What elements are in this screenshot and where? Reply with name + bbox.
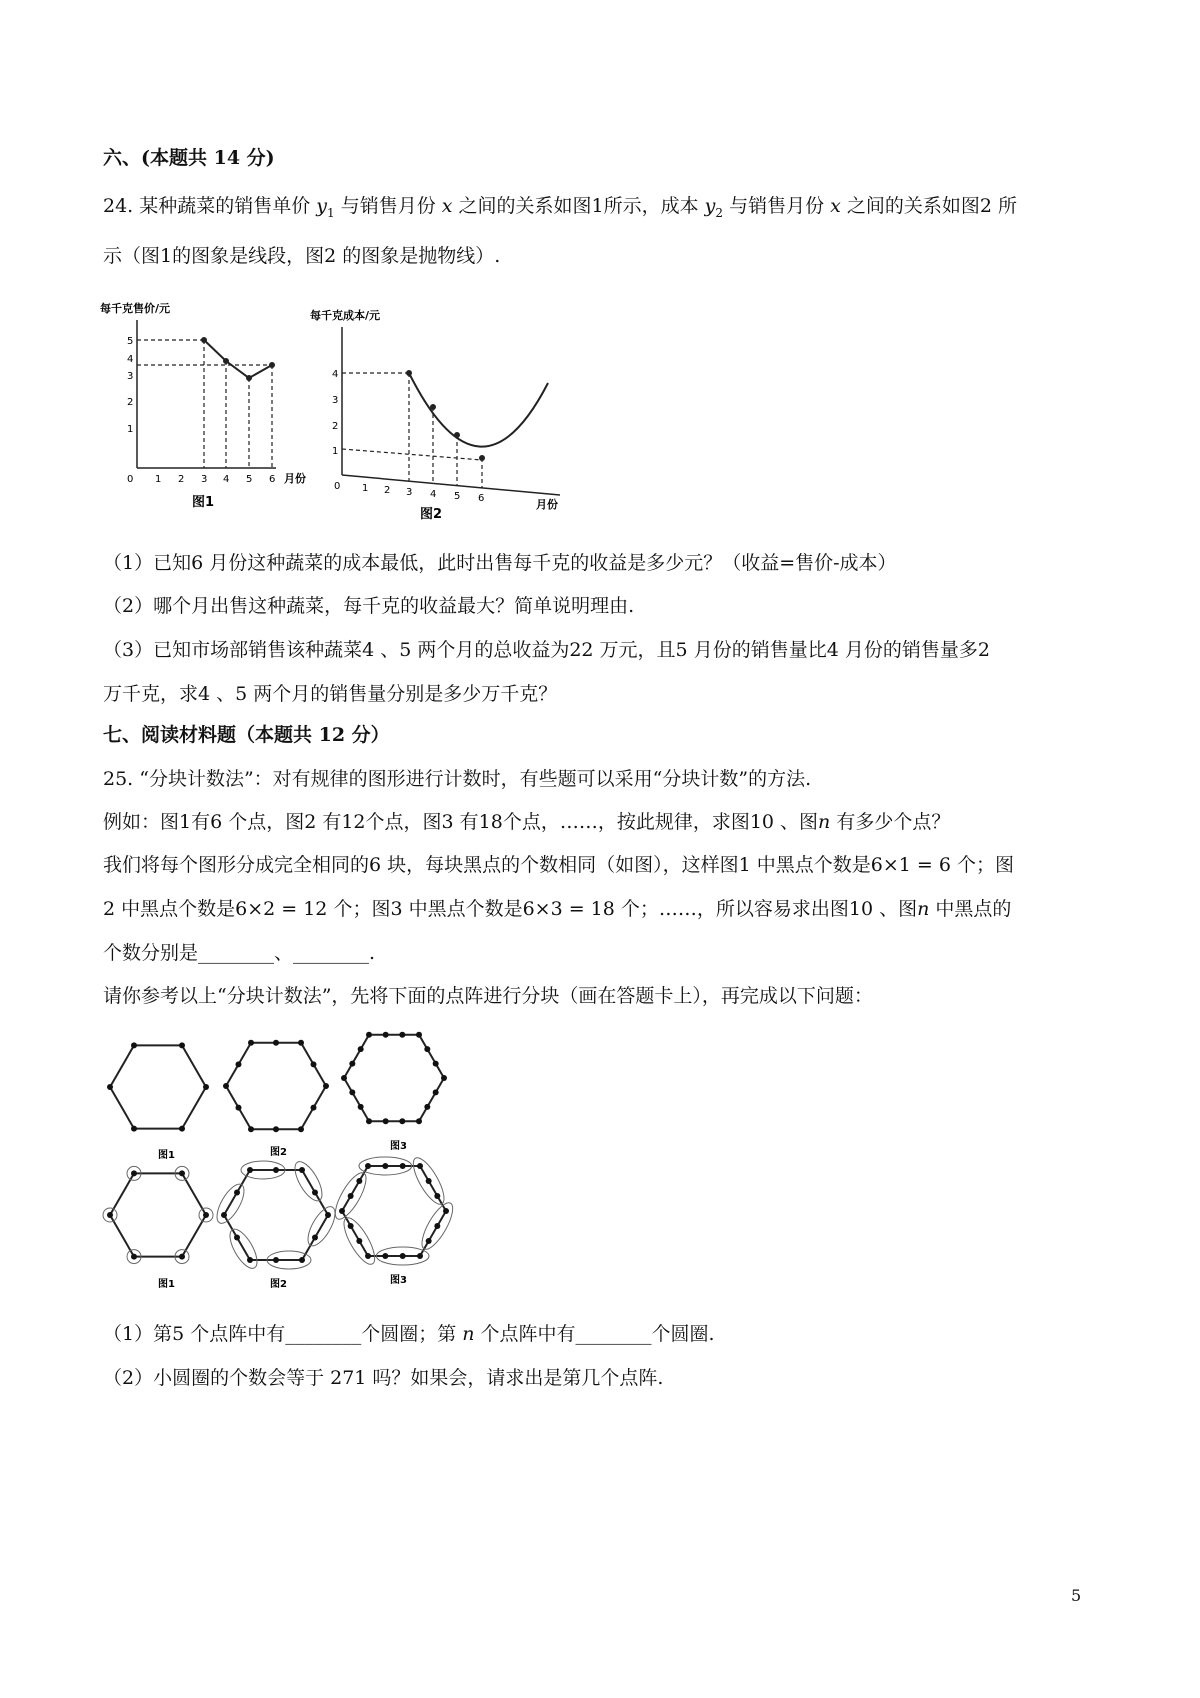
q24-sub-3-line-1: （3）已知市场部销售该种蔬菜4 、5 两个月的总收益为22 万元，且5 月份的销售量比4 月份的销售量多2: [103, 639, 990, 661]
q24-text-c: 之间的关系如图1所示，成本: [452, 195, 705, 217]
lattice-dot: [433, 1089, 439, 1095]
lattice-dot: [358, 1046, 364, 1052]
q24-text-e: 之间的关系如图2 所: [840, 195, 1018, 217]
lattice-dot: [298, 1040, 304, 1046]
lattice-dot: [426, 1178, 432, 1184]
var-y2-sub: 2: [715, 206, 724, 220]
lattice-dot: [131, 1254, 137, 1260]
lattice-dot: [234, 1189, 240, 1195]
svg-text:4: 4: [127, 354, 134, 365]
lattice-dot: [203, 1084, 209, 1090]
lattice-dot: [433, 1061, 439, 1067]
lattice-dot: [356, 1178, 362, 1184]
lattice-dot: [339, 1208, 345, 1214]
q25-line-5: 个数分别是________、________.: [103, 942, 376, 964]
fig2-caption: 图2: [420, 507, 443, 522]
lattice-dot: [311, 1105, 317, 1111]
lattice-dot: [348, 1193, 354, 1199]
fig1-point: [269, 362, 275, 368]
lattice-dot: [400, 1163, 406, 1169]
svg-text:1: 1: [127, 424, 134, 435]
fig2-xlabel: 月份: [536, 498, 558, 511]
lattice-dot: [131, 1126, 137, 1132]
svg-text:5: 5: [246, 474, 253, 485]
lattice-dot: [356, 1238, 362, 1244]
lattice-dot: [273, 1040, 279, 1046]
lattice-dot: [203, 1212, 209, 1218]
lattice-dot: [349, 1089, 355, 1095]
fig1-caption: 图1: [192, 495, 215, 510]
svg-text:6: 6: [478, 493, 485, 504]
fig2-xticks: [334, 481, 484, 504]
fig2-point: [454, 432, 460, 438]
fig2-point: [479, 455, 485, 461]
lattice-dot: [383, 1032, 389, 1038]
var-n: n: [917, 898, 930, 920]
q25-line-2-a: 例如：图1有6 个点，图2 有12个点，图3 有18个点，……，按此规律，求图10 、图: [103, 811, 819, 833]
svg-text:6: 6: [269, 474, 276, 485]
lattice-dot: [424, 1046, 430, 1052]
hexagon-fig1-blocked: [110, 1173, 206, 1256]
fig2-ylabel: 每千克成本/元: [310, 309, 381, 322]
svg-text:2: 2: [332, 421, 339, 432]
lattice-dot: [443, 1208, 449, 1214]
svg-text:4: 4: [430, 489, 437, 500]
section-6-heading: 六、(本题共 14 分): [103, 147, 275, 169]
lattice-dot: [299, 1167, 305, 1173]
fig2-point: [430, 404, 436, 410]
lattice-dot: [382, 1253, 388, 1259]
figure-1-price-chart: [100, 298, 315, 523]
lattice-dot: [441, 1075, 447, 1081]
fig1-dashes: [137, 340, 272, 468]
fig2-parabola: [409, 373, 548, 447]
lattice-dot: [179, 1042, 185, 1048]
fig1-point: [201, 337, 207, 343]
lattice-dot: [298, 1126, 304, 1132]
hexagon-dot-figures: [100, 1025, 480, 1300]
q25-sub-2: （2）小圆圈的个数会等于 271 吗？如果会，请求出是第几个点阵.: [103, 1367, 664, 1389]
var-x1: x: [441, 195, 453, 217]
svg-text:2: 2: [384, 485, 391, 496]
lattice-dot: [383, 1118, 389, 1124]
lattice-dot: [358, 1104, 364, 1110]
q25-line-6: 请你参考以上“分块计数法”，先将下面的点阵进行分块（画在答题卡上），再完成以下问题：: [103, 985, 873, 1007]
hexagon-fig2: [226, 1043, 326, 1130]
lattice-dot: [236, 1061, 242, 1067]
q25-sub-1: [103, 1322, 715, 1346]
section-7-heading: 七、阅读材料题（本题共 12 分）: [103, 724, 390, 746]
lattice-dot: [416, 1118, 422, 1124]
lattice-dot: [221, 1212, 227, 1218]
hex-captions-top: [158, 1139, 407, 1161]
lattice-dot: [416, 1032, 422, 1038]
fig1-point: [223, 358, 229, 364]
var-y1: y: [316, 195, 328, 217]
lattice-dot: [179, 1254, 185, 1260]
q25-line-1: 25. “分块计数法”：对有规律的图形进行计数时，有些题可以采用“分块计数”的方法.: [103, 768, 812, 790]
lattice-dot: [366, 1118, 372, 1124]
lattice-dot: [107, 1212, 113, 1218]
fig1-ylabel: 每千克售价/元: [100, 302, 171, 315]
svg-text:图3: 图3: [390, 1141, 407, 1152]
svg-text:3: 3: [406, 487, 413, 498]
lattice-dot: [234, 1235, 240, 1241]
lattice-dot: [247, 1167, 253, 1173]
hexagon-fig1: [110, 1045, 206, 1128]
fig1-line: [204, 340, 272, 378]
q24-text-a: 24. 某种蔬菜的销售单价: [103, 195, 317, 217]
svg-text:4: 4: [332, 369, 339, 380]
svg-text:2: 2: [178, 474, 185, 485]
lattice-dot: [131, 1042, 137, 1048]
svg-text:图1: 图1: [158, 1279, 175, 1290]
svg-text:1: 1: [155, 474, 162, 485]
lattice-dot: [399, 1118, 405, 1124]
lattice-dot: [325, 1212, 331, 1218]
lattice-dot: [417, 1163, 423, 1169]
figure-2-cost-chart: [310, 305, 580, 530]
lattice-dot: [365, 1253, 371, 1259]
q24-text-d: 与销售月份: [723, 195, 831, 217]
q25-line-2-b: 有多少个点？: [830, 811, 951, 833]
svg-text:图2: 图2: [270, 1279, 287, 1290]
lattice-dot: [273, 1126, 279, 1132]
svg-text:4: 4: [223, 474, 230, 485]
q24-sub-3-line-2: 万千克，求4 、5 两个月的销售量分别是多少万千克？: [103, 683, 558, 705]
lattice-dot: [223, 1083, 229, 1089]
fig1-point: [246, 375, 252, 381]
svg-text:1: 1: [362, 483, 369, 494]
var-n: n: [462, 1323, 475, 1345]
lattice-dot: [434, 1223, 440, 1229]
var-y1-sub: 1: [327, 206, 335, 220]
q25-sub-1-a: （1）第5 个点阵中有________个圆圈；第: [103, 1323, 463, 1345]
lattice-dot: [179, 1170, 185, 1176]
svg-text:2: 2: [127, 397, 134, 408]
svg-text:0: 0: [334, 481, 341, 492]
hexagon-fig2-blocked: [224, 1170, 328, 1260]
var-y2: y: [704, 195, 716, 217]
lattice-dot: [299, 1257, 305, 1263]
q24-text-b: 与销售月份: [334, 195, 442, 217]
lattice-dot: [236, 1105, 242, 1111]
q24-line-1: [103, 194, 1017, 225]
q25-sub-1-b: 个点阵中有________个圆圈.: [474, 1323, 715, 1345]
lattice-dot: [341, 1075, 347, 1081]
lattice-dot: [426, 1238, 432, 1244]
svg-text:0: 0: [127, 474, 134, 485]
svg-text:3: 3: [332, 395, 339, 406]
lattice-dot: [434, 1193, 440, 1199]
fig1-xlabel: 月份: [284, 472, 306, 485]
lattice-dot: [273, 1257, 279, 1263]
q25-line-3: 我们将每个图形分成完全相同的6 块，每块黑点的个数相同（如图），这样图1 中黑点个数是6×1 = 6 个；图: [103, 854, 1014, 876]
lattice-dot: [349, 1061, 355, 1067]
lattice-dot: [179, 1126, 185, 1132]
lattice-dot: [312, 1235, 318, 1241]
lattice-dot: [312, 1189, 318, 1195]
q24-line-2: 示（图1的图象是线段，图2 的图象是抛物线）.: [103, 245, 501, 267]
svg-text:3: 3: [127, 371, 134, 382]
var-x2: x: [830, 195, 841, 217]
lattice-dot: [311, 1061, 317, 1067]
svg-text:3: 3: [201, 474, 208, 485]
var-n: n: [818, 811, 831, 833]
q24-sub-2: （2）哪个月出售这种蔬菜，每千克的收益最大？简单说明理由.: [103, 595, 635, 617]
lattice-dot: [399, 1032, 405, 1038]
fig2-dashes: [342, 373, 482, 488]
svg-text:图1: 图1: [158, 1150, 175, 1161]
q25-line-4-a: 2 中黑点个数是6×2 = 12 个；图3 中黑点个数是6×3 = 18 个；……，所以容易求出图10 、图: [103, 898, 918, 920]
lattice-dot: [248, 1126, 254, 1132]
page-number: 5: [1071, 1586, 1082, 1605]
lattice-dot: [424, 1104, 430, 1110]
lattice-dot: [382, 1163, 388, 1169]
q24-sub-1: （1）已知6 月份这种蔬菜的成本最低，此时出售每千克的收益是多少元？（收益=售价-成本）: [103, 552, 897, 574]
svg-text:图3: 图3: [390, 1275, 407, 1286]
fig2-point: [406, 370, 412, 376]
fig2-x-axis: [342, 475, 560, 495]
lattice-dot: [365, 1163, 371, 1169]
lattice-dot: [400, 1253, 406, 1259]
hex-captions-bottom: [158, 1273, 407, 1290]
fig2-yticks: [332, 369, 338, 457]
fig1-yticks: [127, 336, 133, 435]
svg-text:图2: 图2: [270, 1147, 287, 1158]
svg-text:5: 5: [127, 336, 134, 347]
lattice-dot: [366, 1032, 372, 1038]
q25-line-4-b: 中黑点的: [929, 898, 1012, 920]
lattice-dot: [247, 1257, 253, 1263]
lattice-dot: [107, 1084, 113, 1090]
lattice-dot: [248, 1040, 254, 1046]
q25-line-4: [103, 897, 1011, 921]
lattice-dot: [323, 1083, 329, 1089]
svg-text:1: 1: [332, 446, 339, 457]
q25-line-2: [103, 810, 950, 834]
lattice-dot: [417, 1253, 423, 1259]
svg-text:5: 5: [454, 491, 461, 502]
lattice-dot: [348, 1223, 354, 1229]
fig1-xticks: [127, 474, 275, 485]
lattice-dot: [131, 1170, 137, 1176]
lattice-dot: [273, 1167, 279, 1173]
